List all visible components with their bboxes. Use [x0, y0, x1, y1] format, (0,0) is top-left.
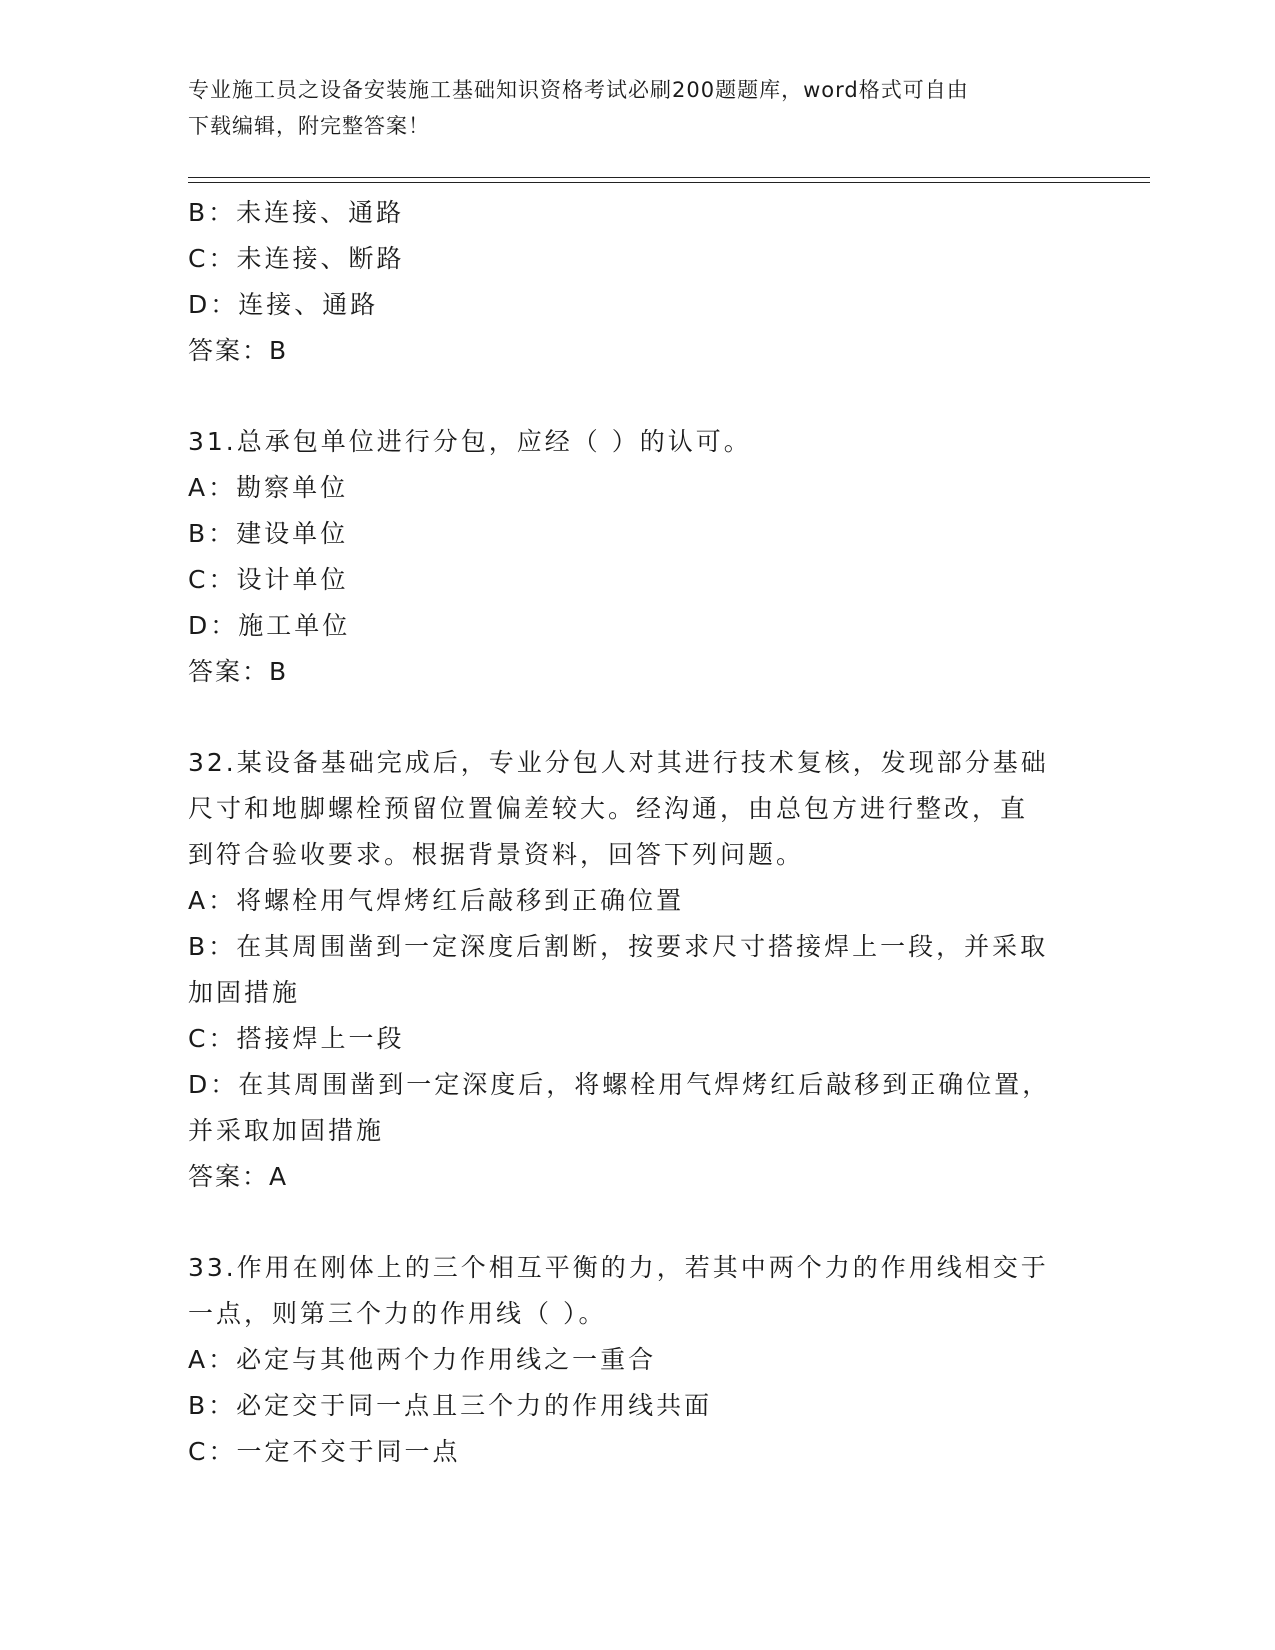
option-c: C：未连接、断路: [188, 244, 405, 273]
header-divider-bottom: [188, 182, 1150, 183]
header-divider-top: [188, 177, 1150, 178]
option-d: D：连接、通路: [188, 290, 379, 319]
option-b-line-2: 加固措施: [188, 978, 301, 1007]
question-stem-line-2: 一点，则第三个力的作用线（ ）。: [188, 1299, 607, 1328]
spacer: [188, 374, 1088, 419]
option-b: B：未连接、通路: [188, 198, 405, 227]
header-line-2: 下载编辑，附完整答案！: [188, 114, 430, 138]
document-header: [188, 72, 1088, 144]
option-b: B：建设单位: [188, 519, 349, 548]
question-stem-line-3: 到符合验收要求。根据背景资料，回答下列问题。: [188, 840, 805, 869]
option-d-line-1: D：在其周围凿到一定深度后，将螺栓用气焊烤红后敲移到正确位置，: [188, 1070, 1051, 1099]
question-32: [188, 740, 1088, 1200]
question-31: [188, 419, 1088, 695]
answer-line: 答案：B: [188, 336, 289, 365]
option-b-line-1: B：在其周围凿到一定深度后割断，按要求尺寸搭接焊上一段，并采取: [188, 932, 1049, 961]
question-30: [188, 190, 1088, 374]
question-stem-line-1: 32.某设备基础完成后，专业分包人对其进行技术复核，发现部分基础: [188, 748, 1049, 777]
option-a: A：将螺栓用气焊烤红后敲移到正确位置: [188, 886, 685, 915]
spacer: [188, 1200, 1088, 1245]
option-b: B：必定交于同一点且三个力的作用线共面: [188, 1391, 713, 1420]
option-c: C：搭接焊上一段: [188, 1024, 405, 1053]
option-a: A：必定与其他两个力作用线之一重合: [188, 1345, 657, 1374]
question-stem-line-1: 33.作用在刚体上的三个相互平衡的力，若其中两个力的作用线相交于: [188, 1253, 1049, 1282]
question-stem: 31.总承包单位进行分包，应经（ ）的认可。: [188, 427, 752, 456]
spacer: [188, 695, 1088, 740]
option-c: C：一定不交于同一点: [188, 1437, 461, 1466]
answer-line: 答案：A: [188, 1162, 289, 1191]
question-stem-line-2: 尺寸和地脚螺栓预留位置偏差较大。经沟通，由总包方进行整改，直: [188, 794, 1029, 823]
option-d: D：施工单位: [188, 611, 351, 640]
answer-line: 答案：B: [188, 657, 289, 686]
option-d-line-2: 并采取加固措施: [188, 1116, 385, 1145]
option-c: C：设计单位: [188, 565, 349, 594]
option-a: A：勘察单位: [188, 473, 349, 502]
question-33: [188, 1245, 1088, 1475]
question-content: [188, 190, 1088, 1475]
header-line-1: 专业施工员之设备安装施工基础知识资格考试必刷200题题库，word格式可自由: [188, 78, 969, 102]
